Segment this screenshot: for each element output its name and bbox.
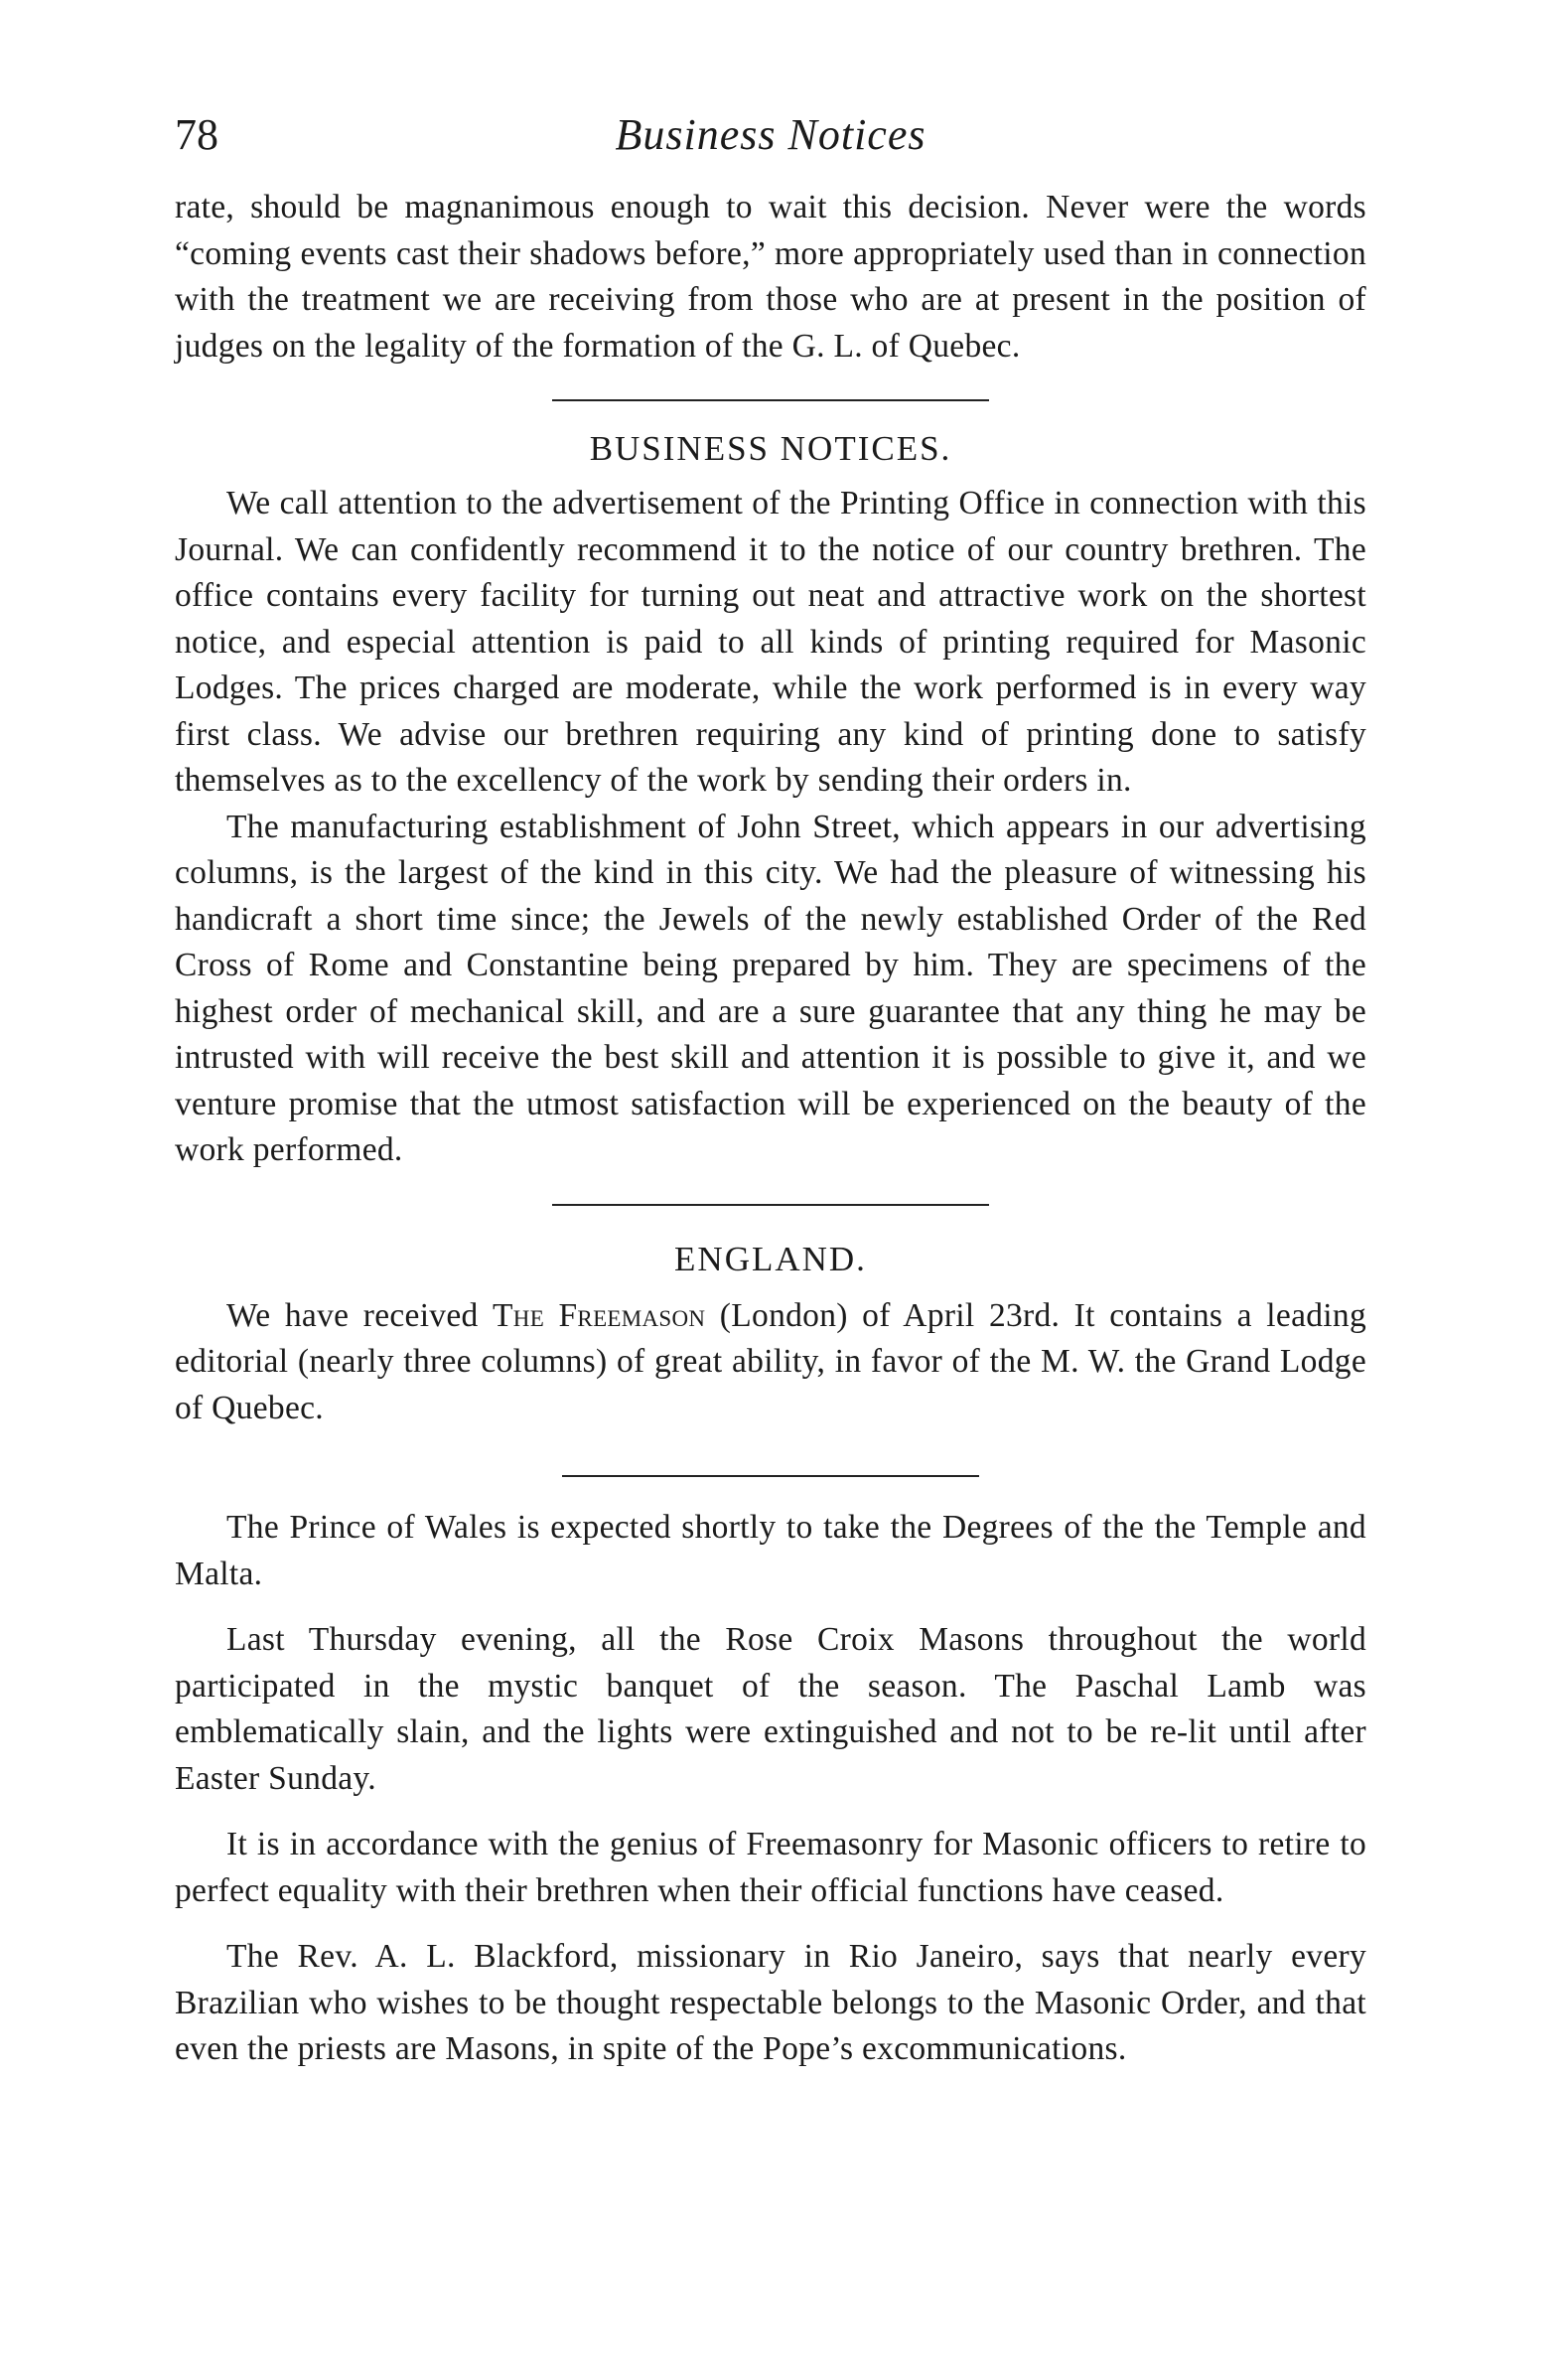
england-text-before: We have received [226, 1296, 494, 1334]
section-divider [552, 1204, 989, 1206]
note-prince-of-wales: The Prince of Wales is expected shortly to take the Degrees of the the Temple and Malta. [175, 1509, 1366, 1592]
printing-office-paragraph: We call attention to the advertisement of the Printing Office in connection with this Journal. We can confidently recommend it to the notice of our country brethren. The office contains every facility for turning out neat and attractive work on the shortest notice, and especial attention is paid to all kinds of printing required for Masonic Lodges. The prices charged are moderate, while the work performed is in every way first class. We advise our brethren requiring any kind of printing done to satisfy themselves as to the excellency of the work by sending their orders in. [175, 485, 1366, 799]
section-divider [562, 1475, 979, 1477]
opening-paragraph: rate, should be magnanimous enough to wait this decision. Never were the words “coming events cast their shadows before,” more appropriately used than in connection with the treatment we are receiving from those who are at present in the position of judges on the legality of the formation of the G. L. of Quebec. [175, 189, 1366, 365]
running-head [175, 109, 1366, 179]
running-title: Business Notices [615, 110, 927, 159]
england-heading: ENGLAND. [674, 1239, 867, 1278]
business-notices-heading: BUSINESS NOTICES. [589, 429, 952, 468]
page [175, 109, 1366, 2073]
england-paragraph [175, 1293, 1366, 1432]
england-text-after: (London) of April 23rd. It contains a leading editorial (nearly three columns) of great ability, in favor of the M. W. the Grand Lodge of Quebec. [175, 1296, 1366, 1426]
section-divider [552, 399, 989, 401]
john-street-paragraph: The manufacturing establishment of John Street, which appears in our advertising columns, is the largest of the kind in this city. We had the pleasure of witnessing his handicraft a short time since; the Jewels of the newly established Order of the Red Cross of Rome and Constantine being prepared by him. They are specimens of the highest order of mechanical skill, and are a sure guarantee that any thing he may be intrusted with will receive the best skill and attention it is possible to give it, and we venture promise that the utmost satisfaction will be experienced on the beauty of the work performed. [175, 808, 1366, 1168]
note-masonic-officers: It is in accordance with the genius of Freemasonry for Masonic officers to retire to perfect equality with their brethren when their official functions have ceased. [175, 1826, 1366, 1909]
note-brazil: The Rev. A. L. Blackford, missionary in Rio Janeiro, says that nearly every Brazilian who wishes to be thought respectable belongs to the Masonic Order, and that even the priests are Masons, in spite of the Pope’s excommunications. [175, 1938, 1366, 2067]
page-number: 78 [175, 110, 218, 159]
note-rose-croix: Last Thursday evening, all the Rose Croix Masons throughout the world participated in the mystic banquet of the season. The Paschal Lamb was emblematically slain, and the lights were extinguished and not to be re-lit until after Easter Sunday. [175, 1621, 1366, 1797]
publication-title: The Freemason [493, 1296, 706, 1334]
